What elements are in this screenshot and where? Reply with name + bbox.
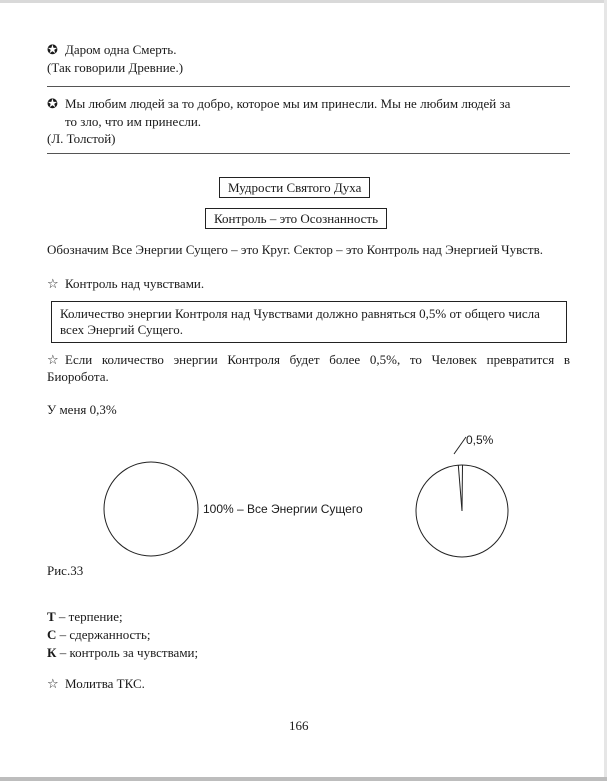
page-edge-top <box>0 0 607 3</box>
paragraph-circle-definition: Обозначим Все Энергии Сущего – это Круг. Сектор – это Контроль над Энергией Чувств. <box>47 242 544 257</box>
prayer-line <box>47 676 145 693</box>
label-all-energies: 100% – Все Энергии Сущего <box>203 502 363 516</box>
legend-list <box>47 609 198 661</box>
legend-letter: К <box>47 645 57 660</box>
star-outline-icon: ☆ <box>47 353 59 368</box>
pentagram-circle-icon: ✪ <box>47 97 58 112</box>
sector-edge <box>458 465 462 511</box>
list-item-label: Контроль над чувствами. <box>65 276 205 291</box>
quote2-attribution: (Л. Толстой) <box>47 131 116 146</box>
legend-letter: Т <box>47 609 56 624</box>
divider <box>47 86 570 87</box>
my-value-text: У меня 0,3% <box>47 402 117 417</box>
legend-text: – терпение; <box>55 609 123 624</box>
quote2-text-line1: Мы любим людей за то добро, которое мы им принесли. Мы не любим людей за <box>65 96 511 111</box>
list-item-biorobot <box>47 352 570 385</box>
quote1-line <box>47 42 176 59</box>
pentagram-circle-icon: ✪ <box>47 43 58 58</box>
box-title-wisdom: Мудрости Святого Духа <box>219 177 370 198</box>
quote1-text: Даром одна Смерть. <box>65 42 177 57</box>
circle-all-energies <box>104 462 198 556</box>
legend-item <box>47 627 198 643</box>
page-number: 166 <box>289 718 309 733</box>
label-sector-percent: 0,5% <box>466 433 494 447</box>
page-edge-bottom <box>0 777 607 781</box>
star-outline-icon: ☆ <box>47 277 59 292</box>
star-outline-icon: ☆ <box>47 677 59 692</box>
sector-label-leader <box>454 437 466 454</box>
note-text: Количество энергии Контроля над Чувствами должно равняться 0,5% от общего числа всех Энергий Сущего. <box>60 306 540 337</box>
figure-circles <box>0 420 607 570</box>
figure-caption: Рис.33 <box>47 563 84 578</box>
legend-letter: С <box>47 627 57 642</box>
prayer-text: Молитва ТКС. <box>65 676 145 691</box>
box-title-control: Контроль – это Осознанность <box>205 208 387 229</box>
legend-text: – контроль за чувствами; <box>56 645 199 660</box>
divider <box>47 153 570 154</box>
legend-item <box>47 609 198 625</box>
quote2-line1 <box>47 96 510 113</box>
note-box <box>51 301 567 343</box>
list-item-label: Если количество энергии Контроля будет более 0,5%, то Человек превратится в Биоробота. <box>47 352 570 384</box>
list-item-control <box>47 276 204 293</box>
legend-text: – сдержанность; <box>56 627 151 642</box>
legend-item <box>47 645 198 661</box>
quote2-text-line2: то зло, что им принесли. <box>65 114 202 129</box>
quote1-attribution: (Так говорили Древние.) <box>47 60 184 75</box>
sector-edge <box>462 465 463 511</box>
